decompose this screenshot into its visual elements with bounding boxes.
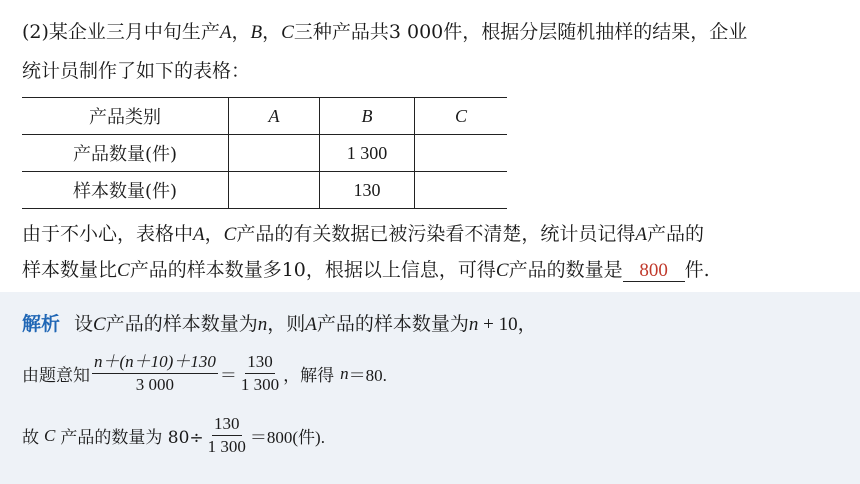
fraction-denominator: 1 300 (240, 375, 280, 394)
fraction (206, 414, 248, 457)
solution-line-1 (22, 312, 537, 337)
var-n: n (340, 363, 349, 383)
solution-text: 设 (74, 313, 94, 335)
table-header-cell: B (320, 98, 415, 135)
solution-text: 产品的样本数量为 (105, 313, 258, 335)
var-n: n (257, 314, 268, 335)
fraction-numerator: 130 (245, 352, 275, 374)
separator: ， (262, 21, 282, 43)
question-text: 三种产品共3 000件，根据分层随机抽样的结果，企业 (293, 21, 748, 43)
var-c: C (223, 224, 237, 245)
var-n: n (468, 314, 479, 335)
product-table (22, 97, 507, 209)
table-header-cell: 产品类别 (22, 98, 229, 135)
answer-blank: 800 (623, 261, 685, 282)
fraction-numerator: 130 (212, 414, 242, 436)
table-cell: 130 (320, 172, 415, 209)
solution-label: 解析 (22, 313, 61, 335)
table-header-cell: C (415, 98, 508, 135)
equation-2 (22, 414, 325, 457)
table-header-cell: A (229, 98, 320, 135)
table-row (22, 172, 507, 209)
equation-text: 产品的数量为 80÷ (60, 428, 204, 448)
table-cell: 产品数量(件) (22, 135, 229, 172)
var-a: A (635, 224, 647, 245)
fraction-numerator: n＋(n＋10)＋130 (92, 352, 218, 374)
question-line-1 (22, 20, 747, 45)
equation-text: ，解得 (283, 366, 335, 386)
equation-1 (22, 352, 387, 395)
fraction-denominator: 3 000 (135, 375, 175, 394)
fraction-denominator: 1 300 (207, 437, 246, 456)
fraction (239, 352, 281, 395)
var-c: C (93, 314, 106, 335)
separator: ， (231, 21, 251, 43)
solution-text: + 10， (478, 314, 537, 335)
table-row (22, 135, 507, 172)
para-text: 样本数量比 (22, 259, 118, 281)
table-cell (415, 135, 508, 172)
var-b: B (250, 22, 263, 43)
para-text: 件. (684, 259, 710, 281)
table-cell (415, 172, 508, 209)
equation-text: 故 (22, 428, 39, 448)
equation-text: 由题意知 (22, 366, 90, 386)
para-text: 由于不小心，表格中 (22, 223, 194, 245)
solution-text: ，则 (267, 313, 306, 335)
question-line-2: 统计员制作了如下的表格： (22, 60, 251, 82)
para-text: 产品的有关数据已被污染看不清楚，统计员记得 (236, 223, 636, 245)
var-c: C (495, 260, 509, 281)
var-c: C (117, 260, 130, 281)
equals-sign: ＝ (219, 366, 237, 385)
var-a: A (193, 224, 205, 245)
table-cell: 样本数量(件) (22, 172, 229, 209)
var-a: A (219, 22, 232, 43)
table-cell (229, 135, 320, 172)
var-c: C (281, 22, 294, 43)
var-a: A (305, 314, 317, 335)
equation-result: ＝800(件). (249, 428, 325, 447)
para-text: ， (204, 223, 224, 245)
paragraph-line-2 (22, 258, 710, 283)
table-cell (229, 172, 320, 209)
question-text: (2)某企业三月中旬生产 (22, 21, 220, 43)
equation-result: ＝80. (348, 366, 387, 385)
fraction (92, 352, 218, 395)
para-text: 产品的 (646, 223, 704, 245)
table-header-row (22, 98, 507, 135)
solution-text: 产品的样本数量为 (316, 313, 469, 335)
para-text: 产品的样本数量多10，根据以上信息，可得 (129, 259, 496, 281)
var-c: C (44, 425, 56, 445)
para-text: 产品的数量是 (508, 259, 623, 281)
paragraph-line-1 (22, 222, 704, 247)
table-cell: 1 300 (320, 135, 415, 172)
